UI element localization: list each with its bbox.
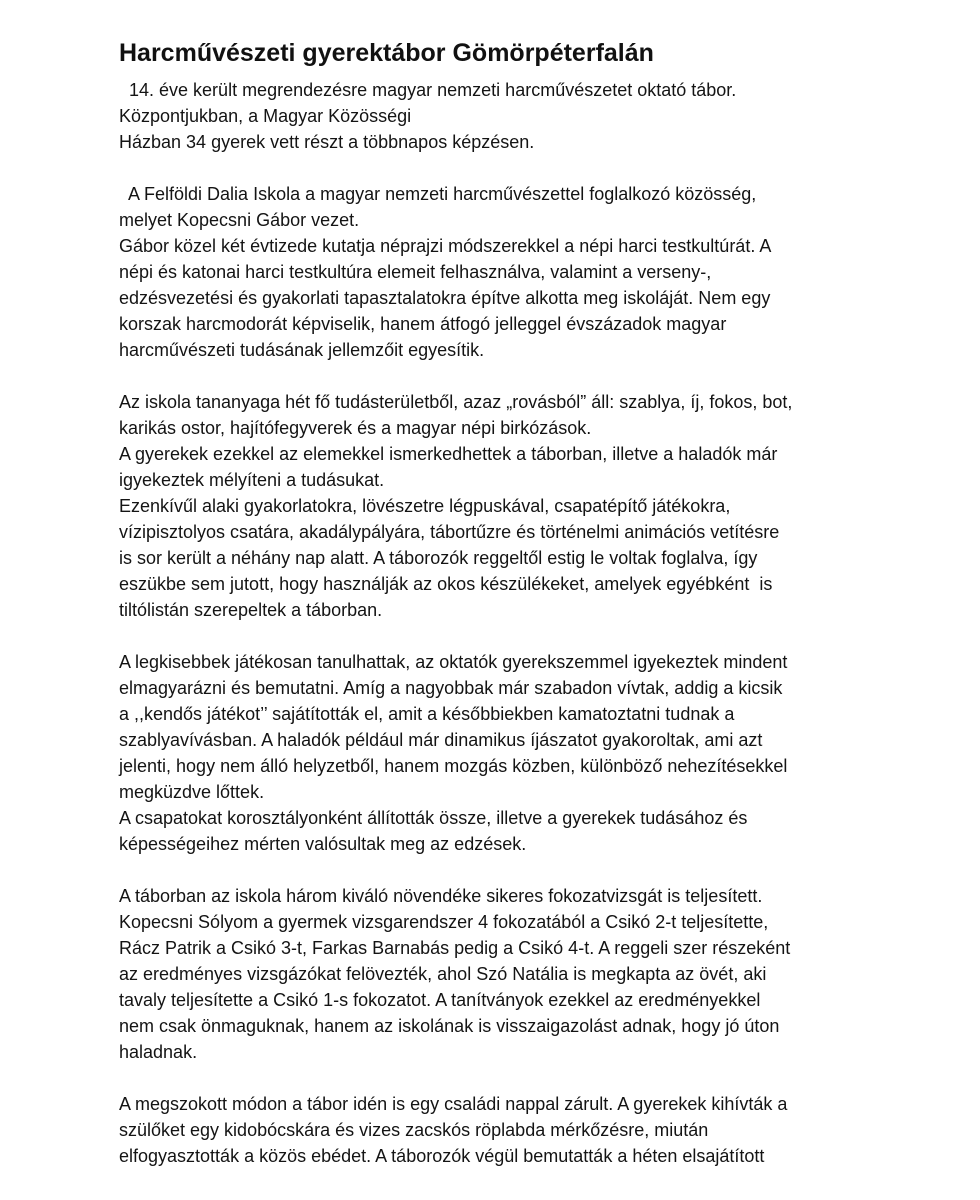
text-line: szülőket egy kidobócskára és vizes zacskós röplabda mérkőzésre, miután (119, 1120, 709, 1140)
text-line: A csapatokat korosztályonként állították össze, illetve a gyerekek tudásához és (119, 808, 748, 828)
text-line: korszak harcmodorát képviselik, hanem átfogó jelleggel évszázadok magyar (119, 314, 727, 334)
text-line: képességeihez mérten valósultak meg az edzések. (119, 834, 527, 854)
text-line: igyekeztek mélyíteni a tudásukat. (119, 470, 385, 490)
text-line: edzésvezetési és gyakorlati tapasztalatokra építve alkotta meg iskoláját. Nem egy (119, 288, 771, 308)
text-line: Az iskola tananyaga hét fő tudásterületből, azaz „rovásból” áll: szablya, íj, fokos, bot, (119, 392, 793, 412)
paragraph-family-day (119, 1091, 879, 1169)
paragraph-gap (119, 1065, 879, 1091)
paragraph-school (119, 181, 879, 363)
text-line: A Felföldi Dalia Iskola a magyar nemzeti harcművészettel foglalkozó közösség, (119, 184, 757, 204)
paragraph-gap (119, 623, 879, 649)
article (119, 38, 879, 1169)
text-line: Gábor közel két évtizede kutatja néprajzi módszerekkel a népi harci testkultúrát. A (119, 236, 772, 256)
text-line: eszükbe sem jutott, hogy használják az okos készülékeket, amelyek egyébként is (119, 574, 773, 594)
paragraph-intro (119, 77, 879, 155)
text-line: Rácz Patrik a Csikó 3-t, Farkas Barnabás pedig a Csikó 4-t. A reggeli szer részeként (119, 938, 791, 958)
text-line: harcművészeti tudásának jellemzőit egyesítik. (119, 340, 485, 360)
text-line: Ezenkívűl alaki gyakorlatokra, lövészetre légpuskával, csapatépítő játékokra, (119, 496, 731, 516)
paragraph-gap (119, 155, 879, 181)
text-line: is sor került a néhány nap alatt. A táborozók reggeltől estig le voltak foglalva, így (119, 548, 758, 568)
text-line: szablyavívásban. A haladók például már dinamikus íjászatot gyakoroltak, ami azt (119, 730, 763, 750)
text-line: nem csak önmaguknak, hanem az iskolának is visszaigazolást adnak, hogy jó úton (119, 1016, 780, 1036)
text-line: jelenti, hogy nem álló helyzetből, hanem mozgás közben, különböző nehezítésekkel (119, 756, 788, 776)
text-line: karikás ostor, hajítófegyverek és a magyar népi birkózások. (119, 418, 592, 438)
text-line: tiltólistán szerepeltek a táborban. (119, 600, 383, 620)
paragraph-curriculum (119, 389, 879, 623)
text-line: elmagyarázni és bemutatni. Amíg a nagyobbak már szabadon vívtak, addig a kicsik (119, 678, 783, 698)
paragraph-gap (119, 363, 879, 389)
text-line: az eredményes vizsgázókat felövezték, ahol Szó Natália is megkapta az övét, aki (119, 964, 767, 984)
text-line: haladnak. (119, 1042, 198, 1062)
text-line: Kopecsni Sólyom a gyermek vizsgarendszer 4 fokozatából a Csikó 2-t teljesítette, (119, 912, 769, 932)
text-line: A gyerekek ezekkel az elemekkel ismerkedhettek a táborban, illetve a haladók már (119, 444, 778, 464)
text-line: melyet Kopecsni Gábor vezet. (119, 210, 360, 230)
paragraph-gap (119, 857, 879, 883)
text-line: a ,,kendős játékot’’ sajátították el, amit a későbbiekben kamatoztatni tudnak a (119, 704, 735, 724)
text-line: 14. éve került megrendezésre magyar nemzeti harcművészetet oktató tábor. (119, 80, 737, 100)
text-line: A legkisebbek játékosan tanulhattak, az oktatók gyerekszemmel igyekeztek mindent (119, 652, 788, 672)
text-line: vízipisztolyos csatára, akadálypályára, tábortűzre és történelmi animációs vetítésre (119, 522, 780, 542)
text-line: népi és katonai harci testkultúra elemeit felhasználva, valamint a verseny-, (119, 262, 712, 282)
paragraph-youngest (119, 649, 879, 857)
text-line: elfogyasztották a közös ebédet. A táborozók végül bemutatták a héten elsajátított (119, 1146, 765, 1166)
text-line: tavaly teljesítette a Csikó 1-s fokozatot. A tanítványok ezekkel az eredményekkel (119, 990, 761, 1010)
text-line: A megszokott módon a tábor idén is egy családi nappal zárult. A gyerekek kihívták a (119, 1094, 788, 1114)
paragraph-exams (119, 883, 879, 1065)
text-line: A táborban az iskola három kiváló növendéke sikeres fokozatvizsgát is teljesített. (119, 886, 763, 906)
text-line: Házban 34 gyerek vett részt a többnapos képzésen. (119, 132, 535, 152)
text-line: Központjukban, a Magyar Közösségi (119, 106, 412, 126)
article-title: Harcművészeti gyerektábor Gömörpéterfalán (119, 39, 654, 67)
text-line: megküzdve lőttek. (119, 782, 265, 802)
